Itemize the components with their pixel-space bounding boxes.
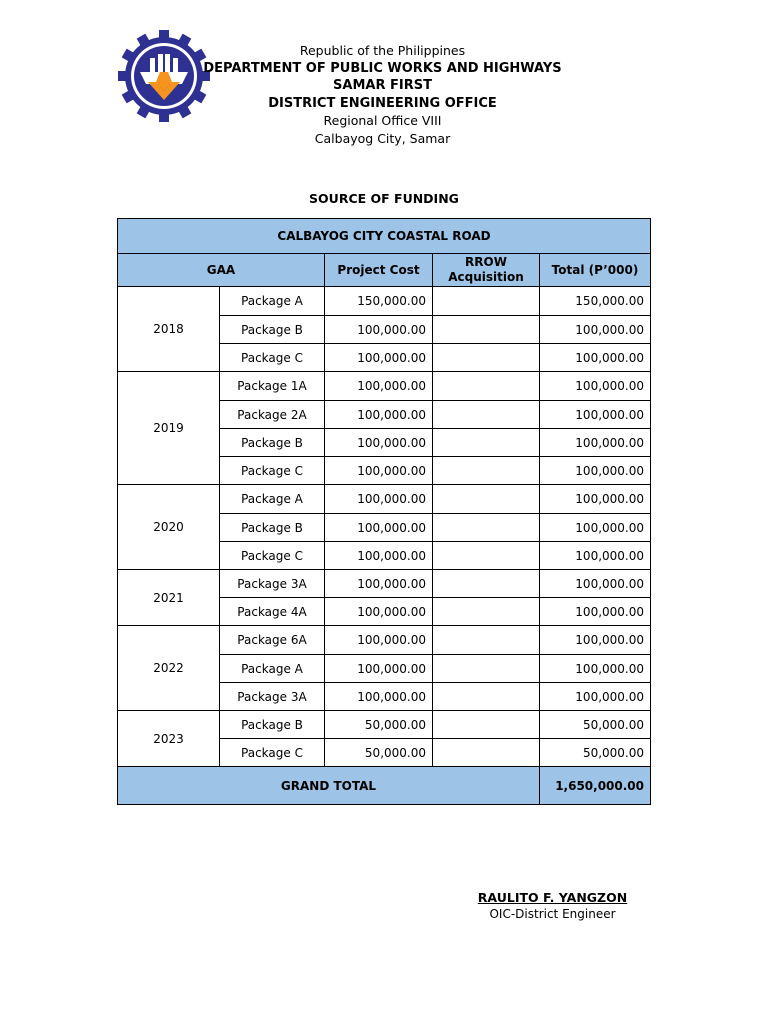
package-cell: Package C (220, 542, 325, 570)
table-row (118, 570, 651, 598)
total-cell: 100,000.00 (540, 457, 651, 485)
grand-total-value: 1,650,000.00 (540, 767, 651, 805)
signatory-position: OIC-District Engineer (489, 907, 616, 921)
package-cell: Package 3A (220, 683, 325, 711)
signatory-name: RAULITO F. YANGZON (477, 890, 628, 905)
total-cell: 150,000.00 (540, 287, 651, 316)
package-cell: Package B (220, 514, 325, 542)
package-cell: Package 6A (220, 626, 325, 655)
project-cost-cell: 100,000.00 (325, 514, 433, 542)
project-cost-column-header: Project Cost (325, 254, 433, 287)
package-cell: Package A (220, 655, 325, 683)
project-cost-cell: 100,000.00 (325, 372, 433, 401)
total-cell: 100,000.00 (540, 683, 651, 711)
project-cost-cell: 100,000.00 (325, 344, 433, 372)
total-cell: 100,000.00 (540, 429, 651, 457)
rrow-cell (433, 429, 540, 457)
project-cost-cell: 100,000.00 (325, 542, 433, 570)
total-cell: 50,000.00 (540, 711, 651, 739)
package-cell: Package 4A (220, 598, 325, 626)
total-cell: 100,000.00 (540, 542, 651, 570)
total-cell: 100,000.00 (540, 570, 651, 598)
letterhead (160, 42, 605, 148)
rrow-cell (433, 542, 540, 570)
project-cost-cell: 150,000.00 (325, 287, 433, 316)
year-cell: 2023 (118, 711, 220, 767)
table-row (118, 287, 651, 316)
total-cell: 100,000.00 (540, 316, 651, 344)
year-cell: 2019 (118, 372, 220, 485)
total-cell: 100,000.00 (540, 401, 651, 429)
package-cell: Package B (220, 429, 325, 457)
funding-table (117, 218, 651, 805)
project-cost-cell: 100,000.00 (325, 485, 433, 514)
project-cost-cell: 100,000.00 (325, 626, 433, 655)
header-republic: Republic of the Philippines (299, 43, 466, 58)
total-column-header: Total (P’000) (540, 254, 651, 287)
signature-block (465, 890, 640, 921)
rrow-cell (433, 683, 540, 711)
rrow-cell (433, 570, 540, 598)
package-cell: Package B (220, 711, 325, 739)
table-row (118, 711, 651, 739)
total-cell: 100,000.00 (540, 372, 651, 401)
project-cost-cell: 100,000.00 (325, 570, 433, 598)
rrow-cell (433, 598, 540, 626)
project-cost-cell: 100,000.00 (325, 457, 433, 485)
total-cell: 100,000.00 (540, 626, 651, 655)
project-cost-cell: 100,000.00 (325, 316, 433, 344)
header-city: Calbayog City, Samar (314, 130, 451, 146)
project-cost-cell: 100,000.00 (325, 655, 433, 683)
gaa-column-header: GAA (118, 254, 325, 287)
grand-total-label: GRAND TOTAL (118, 767, 540, 805)
rrow-cell (433, 711, 540, 739)
header-office: DISTRICT ENGINEERING OFFICE (268, 95, 497, 111)
package-cell: Package 1A (220, 372, 325, 401)
table-row (118, 372, 651, 401)
year-cell: 2020 (118, 485, 220, 570)
total-cell: 100,000.00 (540, 485, 651, 514)
rrow-cell (433, 739, 540, 767)
package-cell: Package 3A (220, 570, 325, 598)
document-title: SOURCE OF FUNDING (309, 191, 459, 206)
rrow-cell (433, 457, 540, 485)
package-cell: Package C (220, 739, 325, 767)
rrow-cell (433, 655, 540, 683)
rrow-cell (433, 514, 540, 542)
rrow-column-header: RROW Acquisition (433, 254, 540, 287)
header-region: Regional Office VIII (323, 113, 442, 129)
project-cost-cell: 50,000.00 (325, 739, 433, 767)
table-row (118, 626, 651, 655)
year-cell: 2018 (118, 287, 220, 372)
year-cell: 2021 (118, 570, 220, 626)
rrow-cell (433, 485, 540, 514)
table-row (118, 485, 651, 514)
package-cell: Package C (220, 344, 325, 372)
year-cell: 2022 (118, 626, 220, 711)
project-name-header: CALBAYOG CITY COASTAL ROAD (118, 219, 651, 254)
rrow-cell (433, 372, 540, 401)
package-cell: Package A (220, 485, 325, 514)
rrow-cell (433, 401, 540, 429)
total-cell: 100,000.00 (540, 655, 651, 683)
total-cell: 100,000.00 (540, 598, 651, 626)
rrow-cell (433, 626, 540, 655)
total-cell: 50,000.00 (540, 739, 651, 767)
rrow-cell (433, 344, 540, 372)
header-district: SAMAR FIRST (333, 78, 432, 94)
project-cost-cell: 100,000.00 (325, 401, 433, 429)
project-cost-cell: 100,000.00 (325, 598, 433, 626)
rrow-cell (433, 287, 540, 316)
package-cell: Package C (220, 457, 325, 485)
package-cell: Package 2A (220, 401, 325, 429)
header-department: DEPARTMENT OF PUBLIC WORKS AND HIGHWAYS (203, 60, 562, 76)
package-cell: Package A (220, 287, 325, 316)
project-cost-cell: 50,000.00 (325, 711, 433, 739)
project-cost-cell: 100,000.00 (325, 429, 433, 457)
project-cost-cell: 100,000.00 (325, 683, 433, 711)
package-cell: Package B (220, 316, 325, 344)
rrow-cell (433, 316, 540, 344)
total-cell: 100,000.00 (540, 344, 651, 372)
total-cell: 100,000.00 (540, 514, 651, 542)
